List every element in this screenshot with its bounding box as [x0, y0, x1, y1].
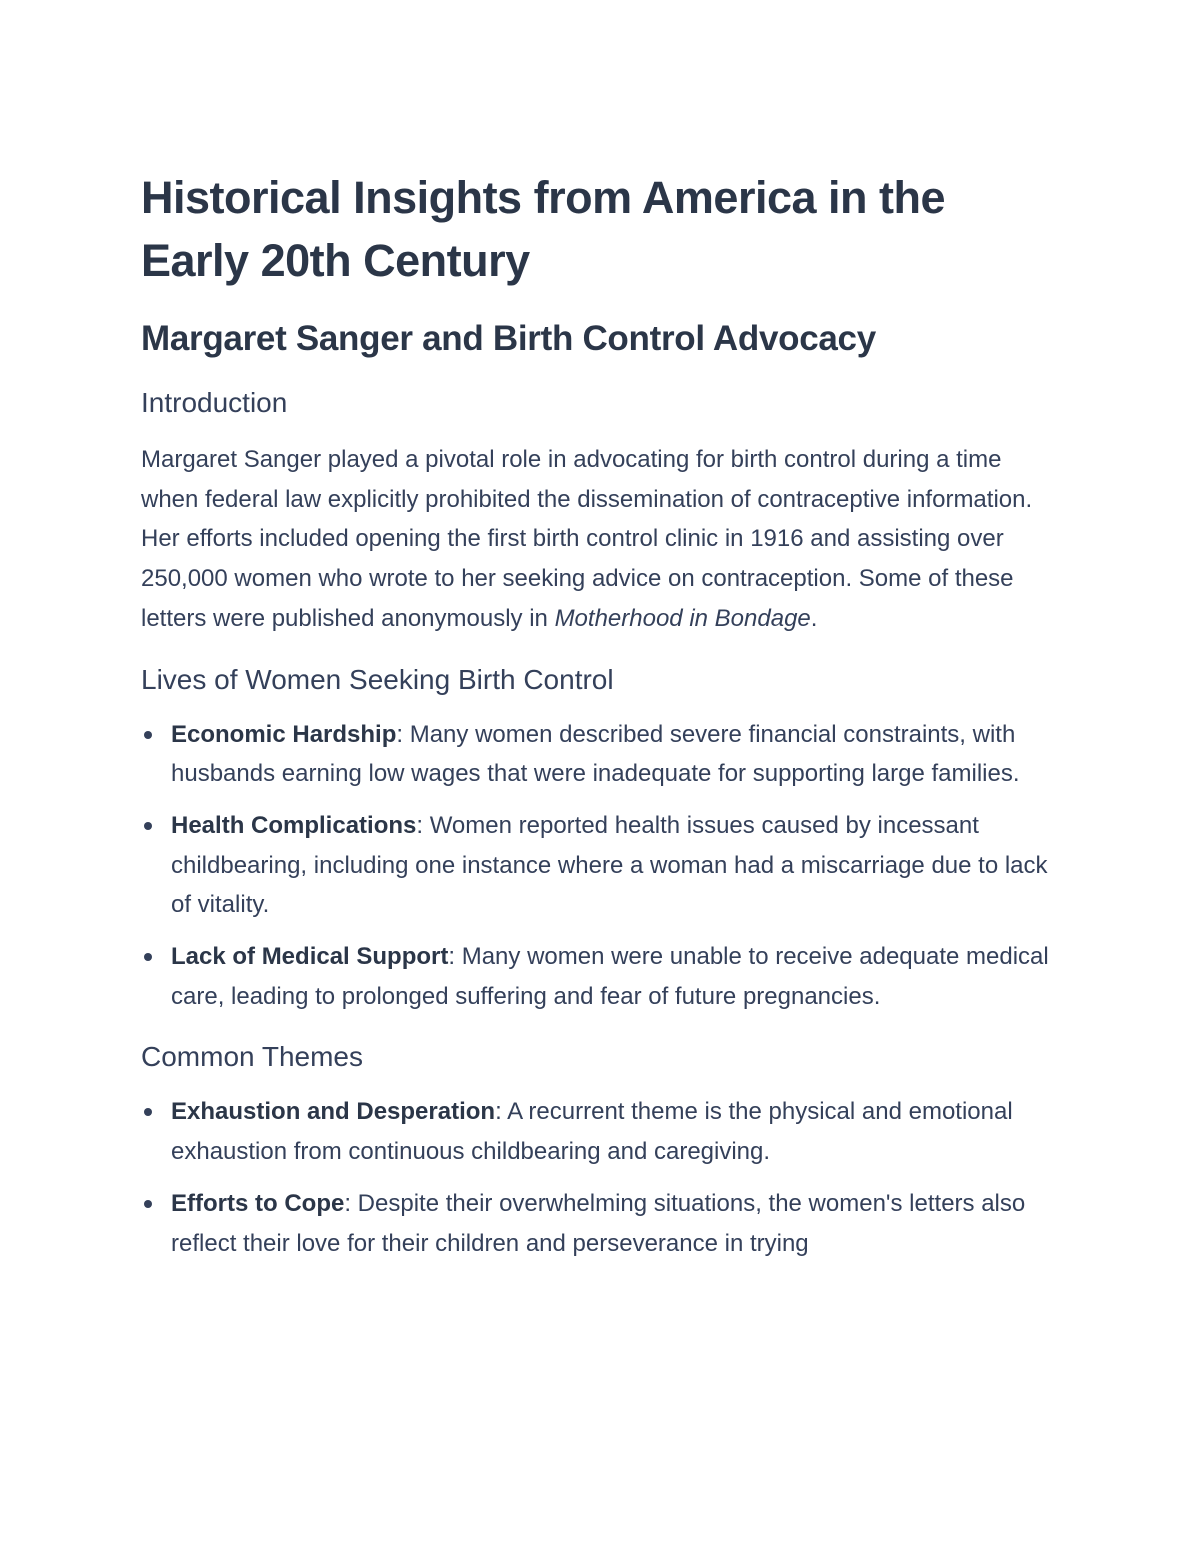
introduction-text: Margaret Sanger played a pivotal role in advocating for birth control during a time when federal law explicitly prohibited the dissemination of contraceptive information. Her efforts included opening the first birth control clinic in 1916 and assisting over 250,000 women who wrote to her seeking advice on contraception. Some of these letters were published anonymously in — [141, 446, 1033, 632]
list-item-text: : Women reported health issues caused by incessant childbearing, including one instance where a woman had a miscarriage due to lack of vitality. — [171, 811, 1048, 919]
list-item-term: Economic Hardship — [171, 720, 397, 748]
section-title: Margaret Sanger and Birth Control Advocacy — [141, 319, 876, 358]
lives-heading: Lives of Women Seeking Birth Control — [141, 663, 614, 695]
themes-list — [141, 1092, 1061, 1263]
bullet-icon — [144, 1200, 152, 1208]
bullet-icon — [144, 822, 152, 830]
list-item-text: : Despite their overwhelming situations, the women's letters also reflect their love for their children and perseverance in trying — [171, 1189, 1026, 1257]
list-item-term: Health Complications — [171, 811, 417, 839]
lives-list — [141, 715, 1061, 1017]
document-page — [141, 166, 1061, 1275]
bullet-icon — [144, 1108, 152, 1116]
introduction-heading: Introduction — [141, 387, 288, 418]
list-item — [141, 937, 1061, 1016]
themes-heading: Common Themes — [141, 1041, 364, 1073]
list-item-text: : Many women described severe financial constraints, with husbands earning low wages that were inadequate for supporting large families. — [171, 720, 1020, 788]
introduction-paragraph — [141, 440, 1061, 639]
book-title: Motherhood in Bondage — [554, 604, 811, 632]
list-item-term: Exhaustion and Desperation — [171, 1098, 496, 1126]
bullet-icon — [144, 953, 152, 961]
list-item-term: Efforts to Cope — [171, 1189, 345, 1217]
list-item — [141, 1184, 1061, 1263]
list-item-term: Lack of Medical Support — [171, 943, 449, 971]
list-item-text: : A recurrent theme is the physical and emotional exhaustion from continuous childbearing and caregiving. — [171, 1098, 1013, 1166]
introduction-text-end: . — [810, 604, 818, 632]
document-title: Historical Insights from America in the Early 20th Century — [141, 172, 946, 286]
list-item — [141, 715, 1061, 794]
list-item-text: : Many women were unable to receive adequate medical care, leading to prolonged suffering and fear of future pregnancies. — [171, 943, 1049, 1010]
list-item — [141, 1092, 1061, 1171]
bullet-icon — [144, 731, 152, 739]
list-item — [141, 806, 1061, 925]
